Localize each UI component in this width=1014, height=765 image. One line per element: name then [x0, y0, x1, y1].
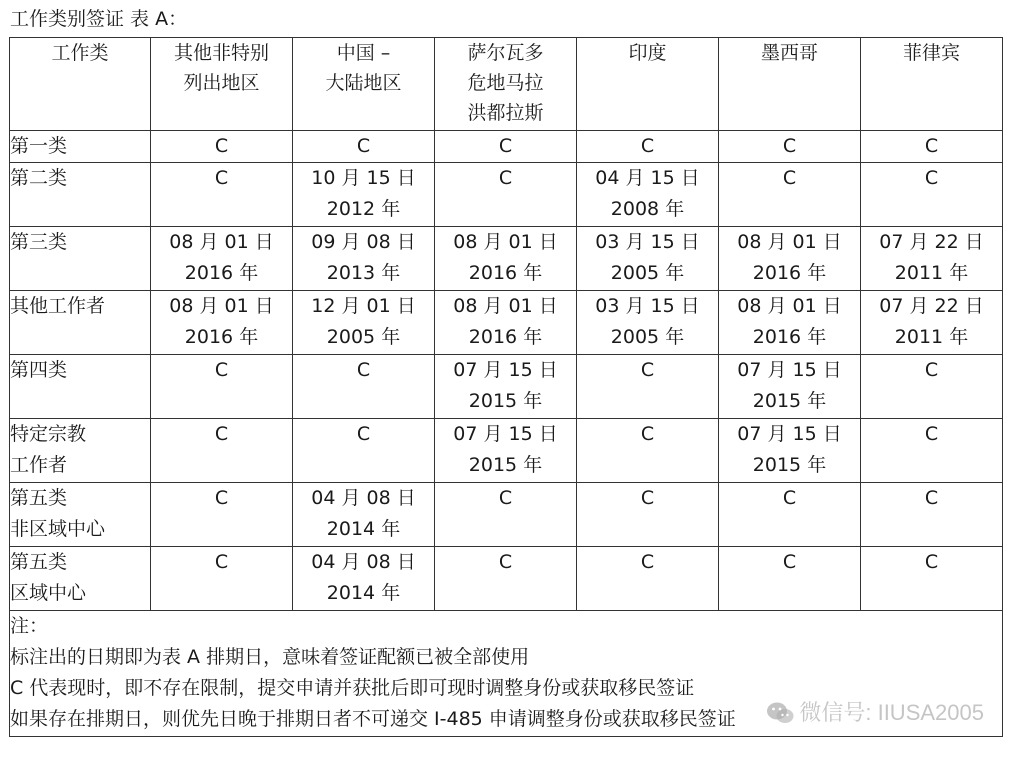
- cell-value: C: [924, 487, 939, 509]
- table-cell: [293, 483, 435, 547]
- table-cell: [435, 227, 577, 291]
- cell-value: C: [498, 135, 513, 157]
- cell-value: 07 月 15 日: [453, 359, 558, 381]
- cell-value: C: [640, 135, 655, 157]
- table-cell: [577, 355, 719, 419]
- cell-value: 08 月 01 日: [169, 295, 274, 317]
- table-cell: [861, 131, 1003, 163]
- cell-value: 07 月 22 日: [879, 295, 984, 317]
- wechat-icon: [765, 700, 795, 726]
- row-label-line: 第四类: [10, 359, 68, 381]
- cell-value: C: [214, 551, 229, 573]
- cell-value: C: [640, 551, 655, 573]
- header-line: 其他非特别: [173, 42, 269, 64]
- cell-value: 08 月 01 日: [453, 295, 558, 317]
- row-label-line: 特定宗教: [10, 423, 87, 445]
- table-cell: [577, 163, 719, 227]
- row-label-line: 第二类: [10, 167, 68, 189]
- table-cell: [577, 227, 719, 291]
- cell-value: 2005 年: [610, 262, 685, 284]
- header-line: 列出地区: [183, 72, 260, 94]
- cell-value: C: [924, 551, 939, 573]
- cell-value: C: [356, 423, 371, 445]
- cell-value: 2015 年: [752, 390, 827, 412]
- cell-value: 2015 年: [468, 390, 543, 412]
- cell-value: C: [498, 167, 513, 189]
- table-cell: [861, 163, 1003, 227]
- cell-value: 2015 年: [468, 454, 543, 476]
- cell-value: 2016 年: [184, 262, 259, 284]
- cell-value: 2013 年: [326, 262, 401, 284]
- cell-value: 2014 年: [326, 582, 401, 604]
- header-line: 印度: [628, 42, 667, 64]
- note-line-2: C 代表现时，即不存在限制，提交申请并获批后即可现时调整身份或获取移民签证: [10, 677, 695, 699]
- row-label: [10, 419, 151, 483]
- cell-value: 2012 年: [326, 198, 401, 220]
- cell-value: C: [782, 167, 797, 189]
- cell-value: C: [214, 167, 229, 189]
- table-cell: [719, 483, 861, 547]
- cell-value: 07 月 15 日: [737, 359, 842, 381]
- cell-value: 2016 年: [752, 262, 827, 284]
- note-line-3: 如果存在排期日，则优先日晚于排期日者不可递交 I-485 申请调整身份或获取移民签证: [10, 708, 736, 730]
- table-row: [10, 131, 1003, 163]
- table-row: [10, 227, 1003, 291]
- notes-heading: 注：: [10, 615, 49, 637]
- header-line: 危地马拉: [467, 72, 544, 94]
- cell-value: C: [640, 359, 655, 381]
- cell-value: 03 月 15 日: [595, 295, 700, 317]
- table-cell: [719, 131, 861, 163]
- table-cell: [577, 483, 719, 547]
- header-line: 萨尔瓦多: [467, 42, 544, 64]
- page-title: 工作类别签证 表 A：: [10, 8, 188, 30]
- cell-value: C: [640, 487, 655, 509]
- table-body: [10, 131, 1003, 611]
- header-region-1: [151, 38, 293, 131]
- cell-value: C: [214, 135, 229, 157]
- header-region-4: [577, 38, 719, 131]
- table-cell: [861, 227, 1003, 291]
- header-line: 菲律宾: [902, 42, 960, 64]
- table-cell: [435, 131, 577, 163]
- table-cell: [293, 227, 435, 291]
- table-cell: [577, 547, 719, 611]
- cell-value: 2016 年: [468, 262, 543, 284]
- row-label: [10, 483, 151, 547]
- table-cell: [151, 547, 293, 611]
- table-cell: [151, 227, 293, 291]
- row-label-line: 其他工作者: [10, 295, 106, 317]
- cell-value: 2005 年: [610, 326, 685, 348]
- table-cell: [861, 547, 1003, 611]
- row-label-line: 第三类: [10, 231, 68, 253]
- table-cell: [861, 419, 1003, 483]
- header-row: [10, 38, 1003, 131]
- table-cell: [577, 131, 719, 163]
- cell-value: 09 月 08 日: [311, 231, 416, 253]
- cell-value: 2008 年: [610, 198, 685, 220]
- row-label: [10, 291, 151, 355]
- cell-value: 08 月 01 日: [453, 231, 558, 253]
- table-cell: [719, 547, 861, 611]
- header-line: 墨西哥: [760, 42, 818, 64]
- table-row: [10, 291, 1003, 355]
- cell-value: 07 月 22 日: [879, 231, 984, 253]
- cell-value: C: [498, 551, 513, 573]
- table-cell: [577, 419, 719, 483]
- table-cell: [861, 291, 1003, 355]
- table-cell: [861, 355, 1003, 419]
- cell-value: 2015 年: [752, 454, 827, 476]
- cell-value: C: [356, 359, 371, 381]
- watermark-text: 微信号: IIUSA2005: [799, 700, 984, 725]
- table-row: [10, 419, 1003, 483]
- table-cell: [293, 131, 435, 163]
- cell-value: C: [214, 423, 229, 445]
- table-cell: [435, 547, 577, 611]
- table-cell: [293, 355, 435, 419]
- row-label: [10, 355, 151, 419]
- cell-value: C: [214, 359, 229, 381]
- cell-value: C: [214, 487, 229, 509]
- table-cell: [151, 291, 293, 355]
- cell-value: 2005 年: [326, 326, 401, 348]
- cell-value: C: [924, 135, 939, 157]
- table-cell: [151, 419, 293, 483]
- table-cell: [577, 291, 719, 355]
- cell-value: C: [782, 551, 797, 573]
- cell-value: 12 月 01 日: [311, 295, 416, 317]
- header-region-5: [719, 38, 861, 131]
- row-label-line: 区域中心: [10, 582, 87, 604]
- cell-value: 04 月 15 日: [595, 167, 700, 189]
- cell-value: 04 月 08 日: [311, 487, 416, 509]
- row-label: [10, 163, 151, 227]
- cell-value: 2011 年: [894, 262, 969, 284]
- cell-value: 08 月 01 日: [169, 231, 274, 253]
- header-line: 工作类: [51, 42, 109, 64]
- row-label: [10, 227, 151, 291]
- row-label-line: 第五类: [10, 551, 68, 573]
- row-label-line: 非区域中心: [10, 518, 106, 540]
- row-label-line: 第五类: [10, 487, 68, 509]
- table-cell: [293, 291, 435, 355]
- cell-value: 2016 年: [752, 326, 827, 348]
- cell-value: 10 月 15 日: [311, 167, 416, 189]
- cell-value: 07 月 15 日: [453, 423, 558, 445]
- cell-value: 08 月 01 日: [737, 295, 842, 317]
- table-cell: [861, 483, 1003, 547]
- cell-value: C: [782, 135, 797, 157]
- table-cell: [293, 163, 435, 227]
- table-cell: [719, 291, 861, 355]
- cell-value: 2011 年: [894, 326, 969, 348]
- cell-value: C: [356, 135, 371, 157]
- cell-value: C: [782, 487, 797, 509]
- cell-value: 07 月 15 日: [737, 423, 842, 445]
- table-row: [10, 163, 1003, 227]
- header-region-2: [293, 38, 435, 131]
- row-label: [10, 131, 151, 163]
- table-cell: [435, 355, 577, 419]
- cell-value: C: [640, 423, 655, 445]
- table-cell: [435, 483, 577, 547]
- header-category: [10, 38, 151, 131]
- table-row: [10, 483, 1003, 547]
- header-line: 洪都拉斯: [467, 102, 544, 124]
- cell-value: 2016 年: [184, 326, 259, 348]
- table-cell: [719, 227, 861, 291]
- row-label-line: 工作者: [10, 454, 68, 476]
- row-label: [10, 547, 151, 611]
- cell-value: C: [924, 167, 939, 189]
- cell-value: 04 月 08 日: [311, 551, 416, 573]
- table-cell: [151, 483, 293, 547]
- header-region-6: [861, 38, 1003, 131]
- table-cell: [151, 131, 293, 163]
- table-cell: [435, 419, 577, 483]
- cell-value: 2016 年: [468, 326, 543, 348]
- table-cell: [151, 163, 293, 227]
- header-line: 大陆地区: [325, 72, 402, 94]
- header-line: 中国 –: [336, 42, 391, 64]
- header-region-3: [435, 38, 577, 131]
- cell-value: C: [924, 423, 939, 445]
- cell-value: C: [924, 359, 939, 381]
- notes-section: [10, 611, 1003, 737]
- table-row: [10, 355, 1003, 419]
- cell-value: C: [498, 487, 513, 509]
- note-line-1: 标注出的日期即为表 A 排期日，意味着签证配额已被全部使用: [10, 646, 530, 668]
- row-label-line: 第一类: [10, 135, 68, 157]
- table-cell: [719, 355, 861, 419]
- visa-bulletin-table: [9, 37, 1003, 737]
- table-cell: [719, 419, 861, 483]
- table-cell: [435, 163, 577, 227]
- table-cell: [293, 419, 435, 483]
- cell-value: 03 月 15 日: [595, 231, 700, 253]
- cell-value: 08 月 01 日: [737, 231, 842, 253]
- table-cell: [293, 547, 435, 611]
- table-cell: [435, 291, 577, 355]
- table-cell: [151, 355, 293, 419]
- cell-value: 2014 年: [326, 518, 401, 540]
- table-row: [10, 547, 1003, 611]
- table-cell: [719, 163, 861, 227]
- watermark: [765, 697, 984, 728]
